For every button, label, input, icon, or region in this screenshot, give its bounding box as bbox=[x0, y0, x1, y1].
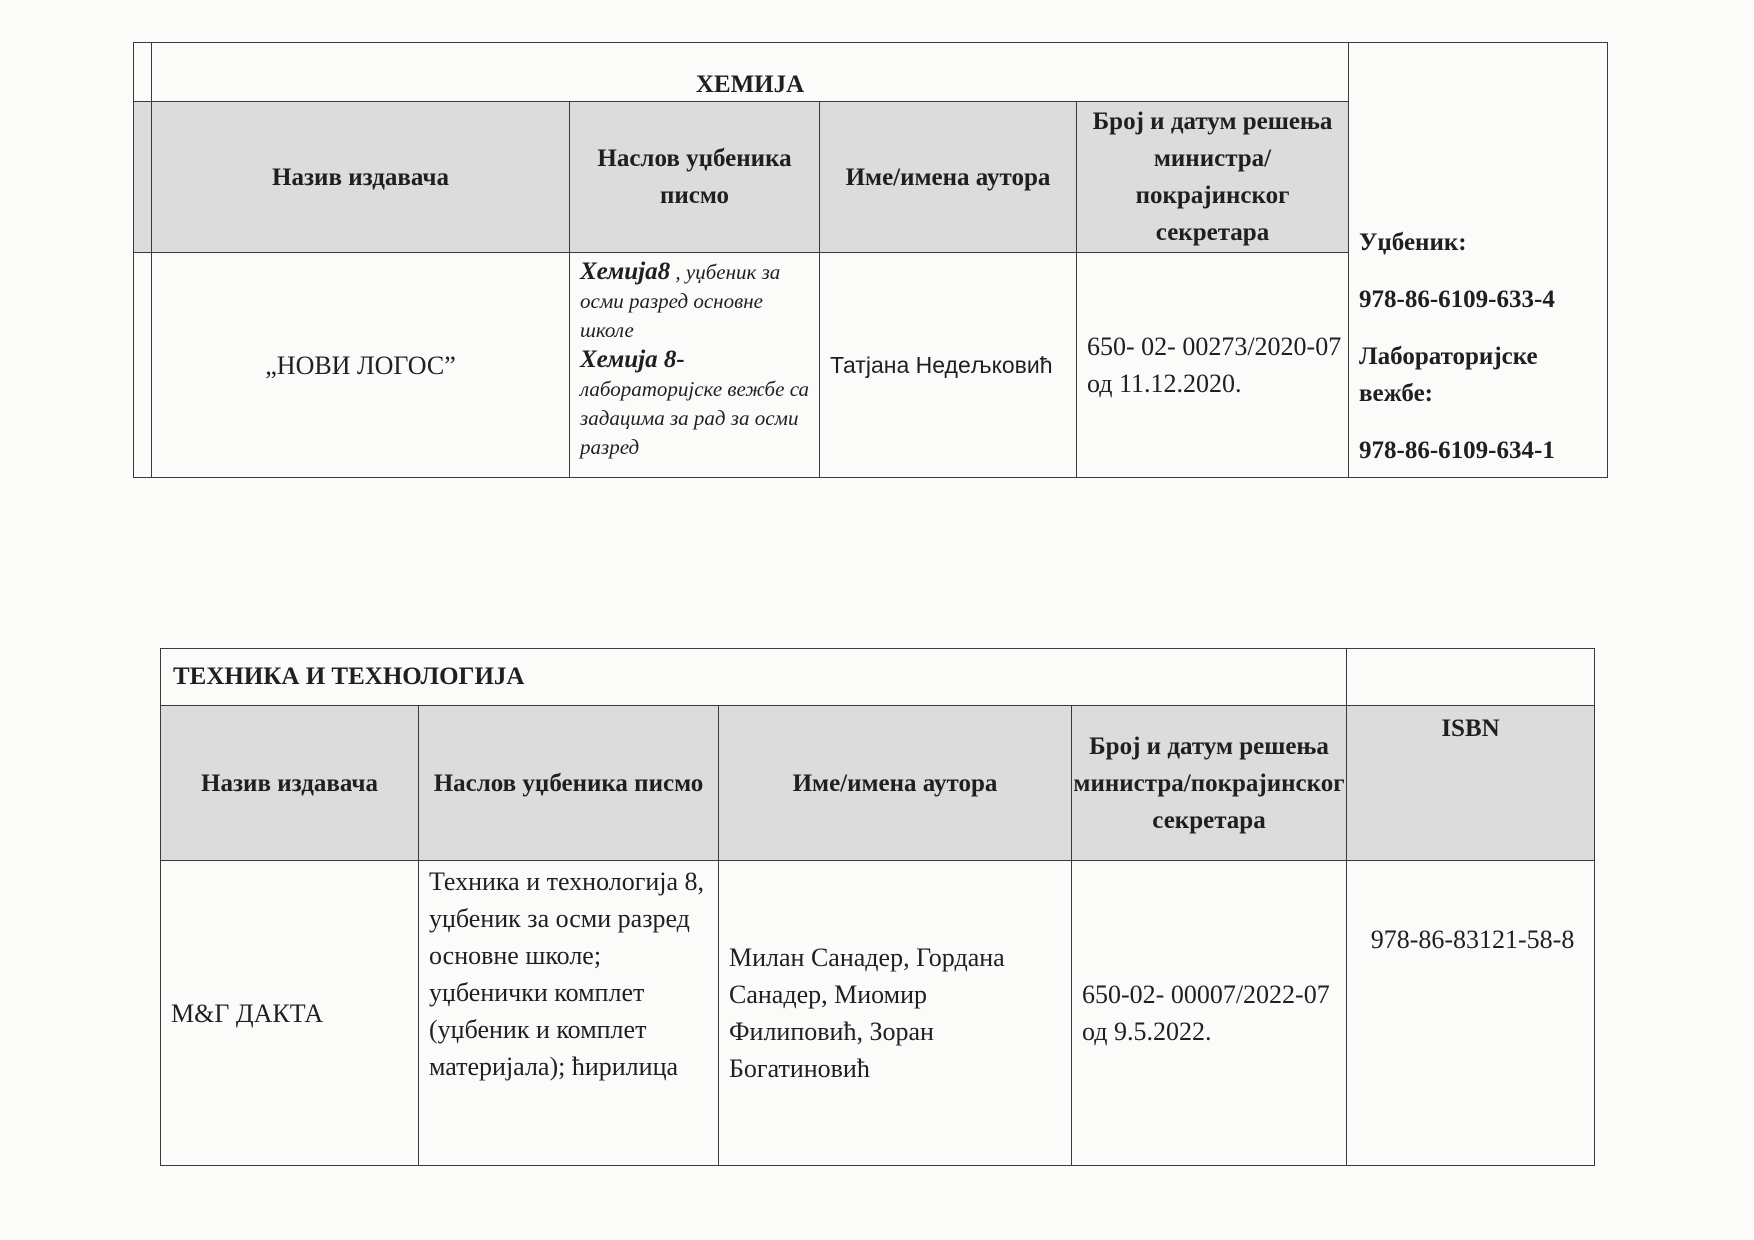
header-authors: Име/имена аутора bbox=[820, 102, 1077, 253]
header-decision: Број и датум решења министра/покрајинског секретара bbox=[1072, 706, 1347, 861]
cell-decision: 650- 02- 00273/2020-07 од 11.12.2020. bbox=[1077, 253, 1349, 478]
header-isbn: ISBN bbox=[1347, 706, 1595, 861]
cell-authors: Милан Санадер, Гордана Санадер, Миомир Филиповић, Зоран Богатиновић bbox=[719, 861, 1072, 1166]
cell-textbook: Техника и технологија 8, уџбеник за осми разред основне школе; уџбенички комплет (уџбеник и комплет материјала); ћирилица bbox=[419, 861, 719, 1166]
isbn-lab-label: Лабораторијске вежбе: bbox=[1359, 343, 1538, 407]
chemistry-title: ХЕМИЈА bbox=[152, 43, 1349, 102]
cell-textbook bbox=[570, 253, 820, 478]
isbn-lab-value: 978-86-6109-634-1 bbox=[1359, 437, 1555, 464]
textbook-desc-1: , уџбеник за осми разред основне школе bbox=[580, 260, 781, 342]
textbook-title-2: Хемија 8- bbox=[580, 346, 685, 373]
cell-authors: Татјана Недељковић bbox=[820, 253, 1077, 478]
technology-table bbox=[160, 648, 1595, 1166]
header-textbook: Наслов уџбеника писмо bbox=[570, 102, 820, 253]
textbook-desc-2: лабораторијске вежбе са задацима за рад за осми разред bbox=[580, 377, 809, 459]
technology-title: ТЕХНИКА И ТЕХНОЛОГИЈА bbox=[161, 649, 1347, 706]
header-textbook: Наслов уџбеника писмо bbox=[419, 706, 719, 861]
cell-decision: 650-02- 00007/2022-07 од 9.5.2022. bbox=[1072, 861, 1347, 1166]
header-publisher: Назив издавача bbox=[161, 706, 419, 861]
isbn-textbook-value: 978-86-6109-633-4 bbox=[1359, 286, 1555, 313]
header-decision: Број и датум решења министра/покрајинског секретара bbox=[1077, 102, 1349, 253]
cell-isbn: 978-86-83121-58-8 bbox=[1347, 861, 1595, 1166]
header-publisher: Назив издавача bbox=[152, 102, 570, 253]
isbn-textbook-label: Уџбеник: bbox=[1359, 229, 1467, 256]
header-authors: Име/имена аутора bbox=[719, 706, 1072, 861]
chemistry-isbn-cell bbox=[1349, 43, 1608, 478]
cell-publisher: М&Г ДАКТА bbox=[161, 861, 419, 1166]
chemistry-table bbox=[133, 42, 1608, 478]
textbook-title-1: Хемија8 bbox=[580, 258, 671, 285]
cell-publisher: „НОВИ ЛОГОС” bbox=[152, 253, 570, 478]
